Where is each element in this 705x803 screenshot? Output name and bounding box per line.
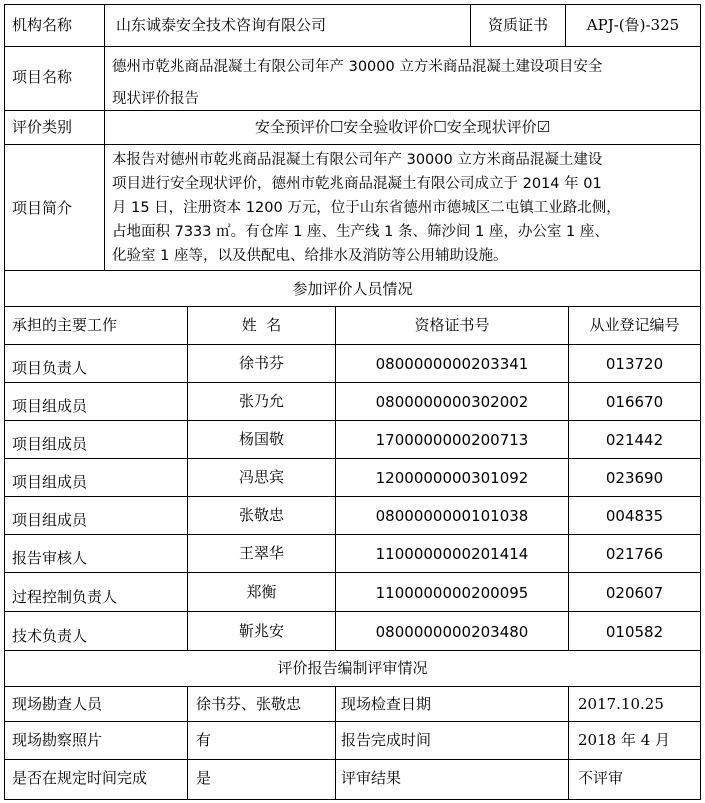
result-value: 不评审 <box>578 769 624 787</box>
staff-name: 郑衡 <box>246 583 277 601</box>
staff-reg: 013720 <box>605 355 664 373</box>
on-time-value: 是 <box>196 769 212 787</box>
staff-cert: 0800000000101038 <box>375 507 529 525</box>
staff-reg: 016670 <box>605 393 664 411</box>
staff-section-title: 参加评价人员情况 <box>292 280 413 298</box>
staff-name: 徐书芬 <box>238 354 284 372</box>
summary-line: 化验室 1 座等，以及供配电、给排水及消防等公用辅助设施。 <box>112 248 508 264</box>
staff-cert: 1200000000301092 <box>375 469 529 487</box>
survey-staff-label: 现场勘查人员 <box>12 695 103 713</box>
staff-role: 项目负责人 <box>12 359 88 377</box>
complete-time-value: 2018 年 4 月 <box>578 731 671 749</box>
cert-value: APJ-(鲁)-325 <box>586 16 680 34</box>
review-section-title: 评价报告编制评审情况 <box>277 659 428 677</box>
survey-staff-value: 徐书芬、张敬忠 <box>196 695 302 713</box>
staff-reg: 021766 <box>605 545 664 563</box>
inspect-date-label: 现场检查日期 <box>341 695 432 713</box>
staff-reg: 023690 <box>605 469 664 487</box>
staff-cert: 1100000000200095 <box>375 584 529 602</box>
staff-name: 张乃允 <box>238 392 284 410</box>
complete-time-label: 报告完成时间 <box>341 731 432 749</box>
on-time-label: 是否在规定时间完成 <box>12 769 148 787</box>
result-label: 评审结果 <box>341 769 402 787</box>
eval-type-label: 评价类别 <box>12 118 73 136</box>
col-header-name: 姓 名 <box>241 316 282 334</box>
summary-line: 本报告对德州市乾兆商品混凝土有限公司年产 30000 立方米商品混凝土建设 <box>112 152 603 168</box>
staff-reg: 010582 <box>605 623 664 641</box>
photos-value: 有 <box>196 731 212 749</box>
col-header-role: 承担的主要工作 <box>12 316 118 334</box>
summary-line: 月 15 日，注册资本 1200 万元，位于山东省德州市德城区二屯镇工业路北侧， <box>112 200 621 216</box>
staff-role: 项目组成员 <box>12 435 88 453</box>
staff-role: 项目组成员 <box>12 511 88 529</box>
org-value: 山东诚泰安全技术咨询有限公司 <box>116 16 327 34</box>
summary-label: 项目简介 <box>12 199 73 217</box>
cert-label: 资质证书 <box>487 16 548 34</box>
staff-cert: 1100000000201414 <box>375 545 529 563</box>
staff-name: 杨国敬 <box>238 430 284 448</box>
staff-name: 王翠华 <box>238 544 284 562</box>
staff-name: 靳兆安 <box>238 622 284 640</box>
col-header-reg: 从业登记编号 <box>589 316 680 334</box>
project-name-label: 项目名称 <box>12 68 73 86</box>
staff-cert: 0800000000203341 <box>375 355 529 373</box>
staff-role: 技术负责人 <box>12 627 88 645</box>
staff-role: 项目组成员 <box>12 473 88 491</box>
staff-cert: 0800000000302002 <box>375 393 529 411</box>
staff-name: 冯思宾 <box>238 468 284 486</box>
org-label: 机构名称 <box>12 16 73 34</box>
staff-role: 报告审核人 <box>12 549 88 567</box>
project-name-line1: 德州市乾兆商品混凝土有限公司年产 30000 立方米商品混凝土建设项目安全 <box>112 59 603 75</box>
eval-type-value: 安全预评价☐安全验收评价☐安全现状评价☑ <box>254 118 551 136</box>
col-header-cert: 资格证书号 <box>414 316 490 334</box>
inspect-date-value: 2017.10.25 <box>578 695 664 713</box>
summary-line: 项目进行安全现状评价，德州市乾兆商品混凝土有限公司成立于 2014 年 01 <box>112 176 602 192</box>
summary-line: 占地面积 7333 ㎡。有仓库 1 座、生产线 1 条、筛沙间 1 座，办公室 1 座、 <box>112 224 609 240</box>
staff-cert: 1700000000200713 <box>375 431 529 449</box>
staff-reg: 004835 <box>605 507 664 525</box>
staff-reg: 020607 <box>605 584 664 602</box>
project-name-line2: 现状评价报告 <box>112 91 199 107</box>
staff-role: 过程控制负责人 <box>12 588 118 606</box>
staff-role: 项目组成员 <box>12 397 88 415</box>
staff-cert: 0800000000203480 <box>375 623 529 641</box>
photos-label: 现场勘察照片 <box>12 731 103 749</box>
staff-reg: 021442 <box>605 431 664 449</box>
staff-name: 张敬忠 <box>238 506 284 524</box>
